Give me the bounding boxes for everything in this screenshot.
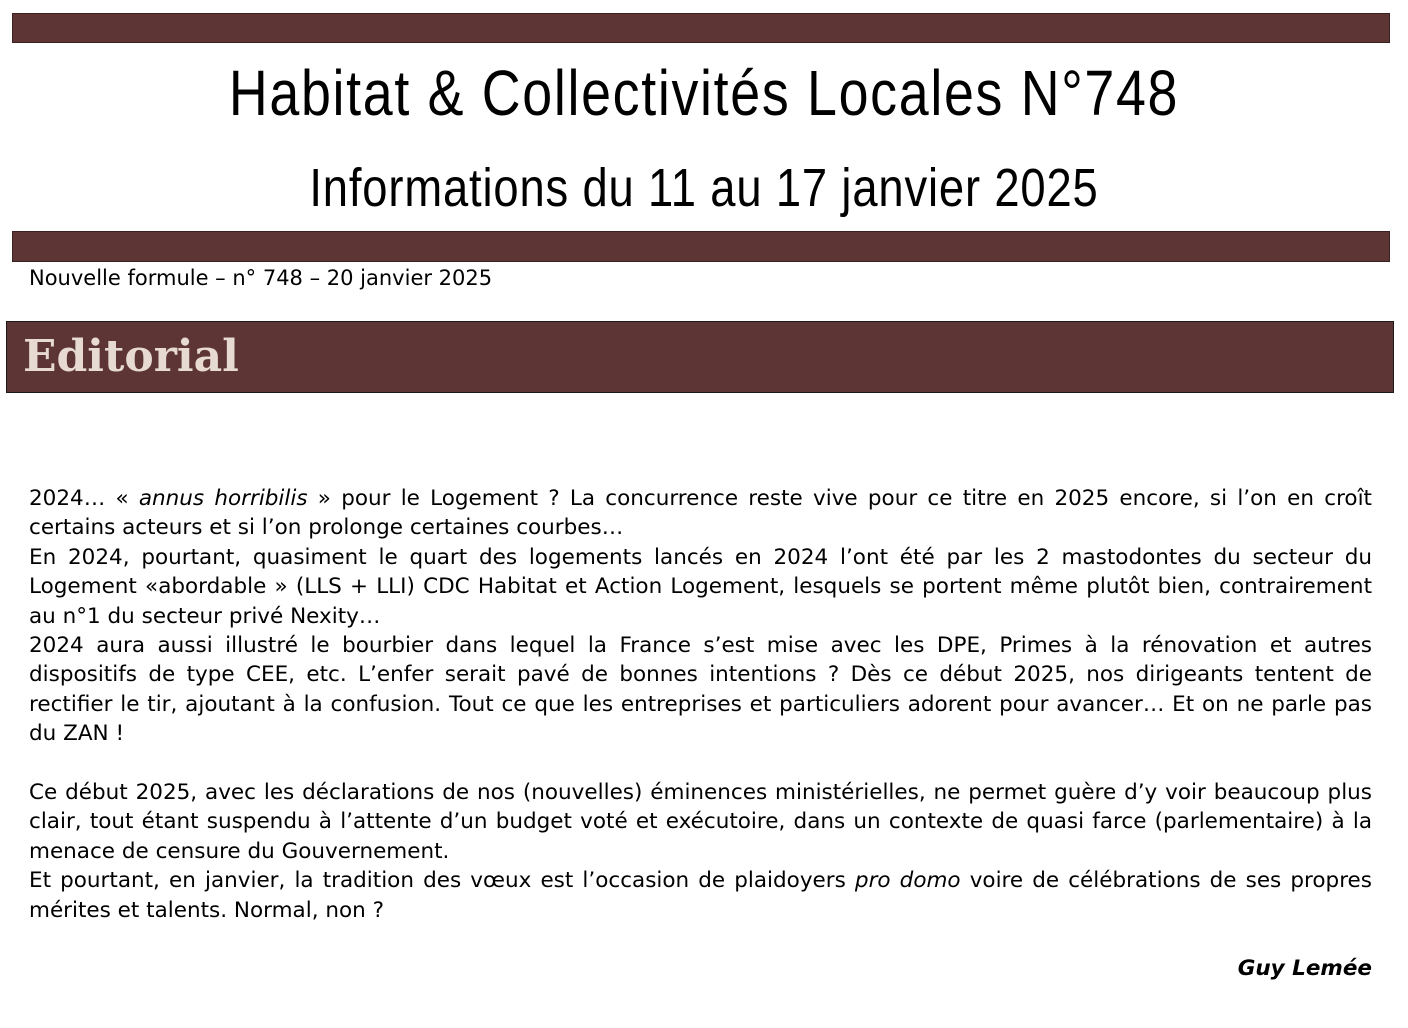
newsletter-title: Habitat & Collectivités Locales N°748 bbox=[228, 57, 1180, 129]
masthead-bottom-band bbox=[12, 231, 1390, 262]
editorial-article bbox=[29, 484, 1372, 925]
masthead-top-band bbox=[12, 13, 1390, 43]
paragraph-text: » pour le Logement ? La concurrence reste vive pour ce titre en 2025 encore, si l’on en croît certains acteurs et si l’on prolonge certaines courbes… bbox=[29, 486, 1372, 541]
editorial-paragraph-2: En 2024, pourtant, quasiment le quart des logements lancés en 2024 l’ont été par les 2 mastodontes du secteur du Logement «abordable » (LLS + LLI) CDC Habitat et Action Logement, lesquels se portent même plutôt bien, contrairement au n°1 du secteur privé Nexity… bbox=[29, 544, 1372, 629]
editorial-paragraph-4: Ce début 2025, avec les déclarations de nos (nouvelles) éminences ministérielles, ne permet guère d’y voir beaucoup plus clair, tout étant suspendu à l’attente d’un budget voté et exécutoire, dans un contexte de quasi farce (parlementaire) à la menace de censure du Gouvernement. bbox=[29, 780, 1372, 864]
italic-phrase: pro domo bbox=[854, 868, 961, 894]
author-signature: Guy Lemée bbox=[1237, 956, 1372, 981]
editorial-paragraph-3: 2024 aura aussi illustré le bourbier dans lequel la France s’est mise avec les DPE, Primes à la rénovation et autres dispositifs de type CEE, etc. L’enfer serait pavé de bonnes intentions ? Dès ce début 2025, nos dirigeants tentent de rectifier le tir, ajoutant à la confusion. Tout ce que les entreprises et particuliers adorent pour avancer… Et on ne parle pas du ZAN ! bbox=[29, 633, 1372, 747]
paragraph-text: voire de célébrations de ses propres mérites et talents. Normal, non ? bbox=[29, 868, 1372, 923]
paragraph-text: 2024… « bbox=[29, 486, 139, 511]
editorial-section-header bbox=[6, 321, 1394, 393]
paragraph-text: Et pourtant, en janvier, la tradition des vœux est l’occasion de plaidoyers bbox=[29, 868, 855, 894]
newsletter-date-range: Informations du 11 au 17 janvier 2025 bbox=[309, 158, 1099, 218]
editorial-paragraph-1 bbox=[29, 484, 1372, 543]
editorial-paragraph-5 bbox=[29, 866, 1372, 925]
italic-phrase: annus horribilis bbox=[138, 486, 308, 511]
issue-line: Nouvelle formule – n° 748 – 20 janvier 2025 bbox=[29, 266, 493, 290]
section-title: Editorial bbox=[23, 331, 239, 382]
